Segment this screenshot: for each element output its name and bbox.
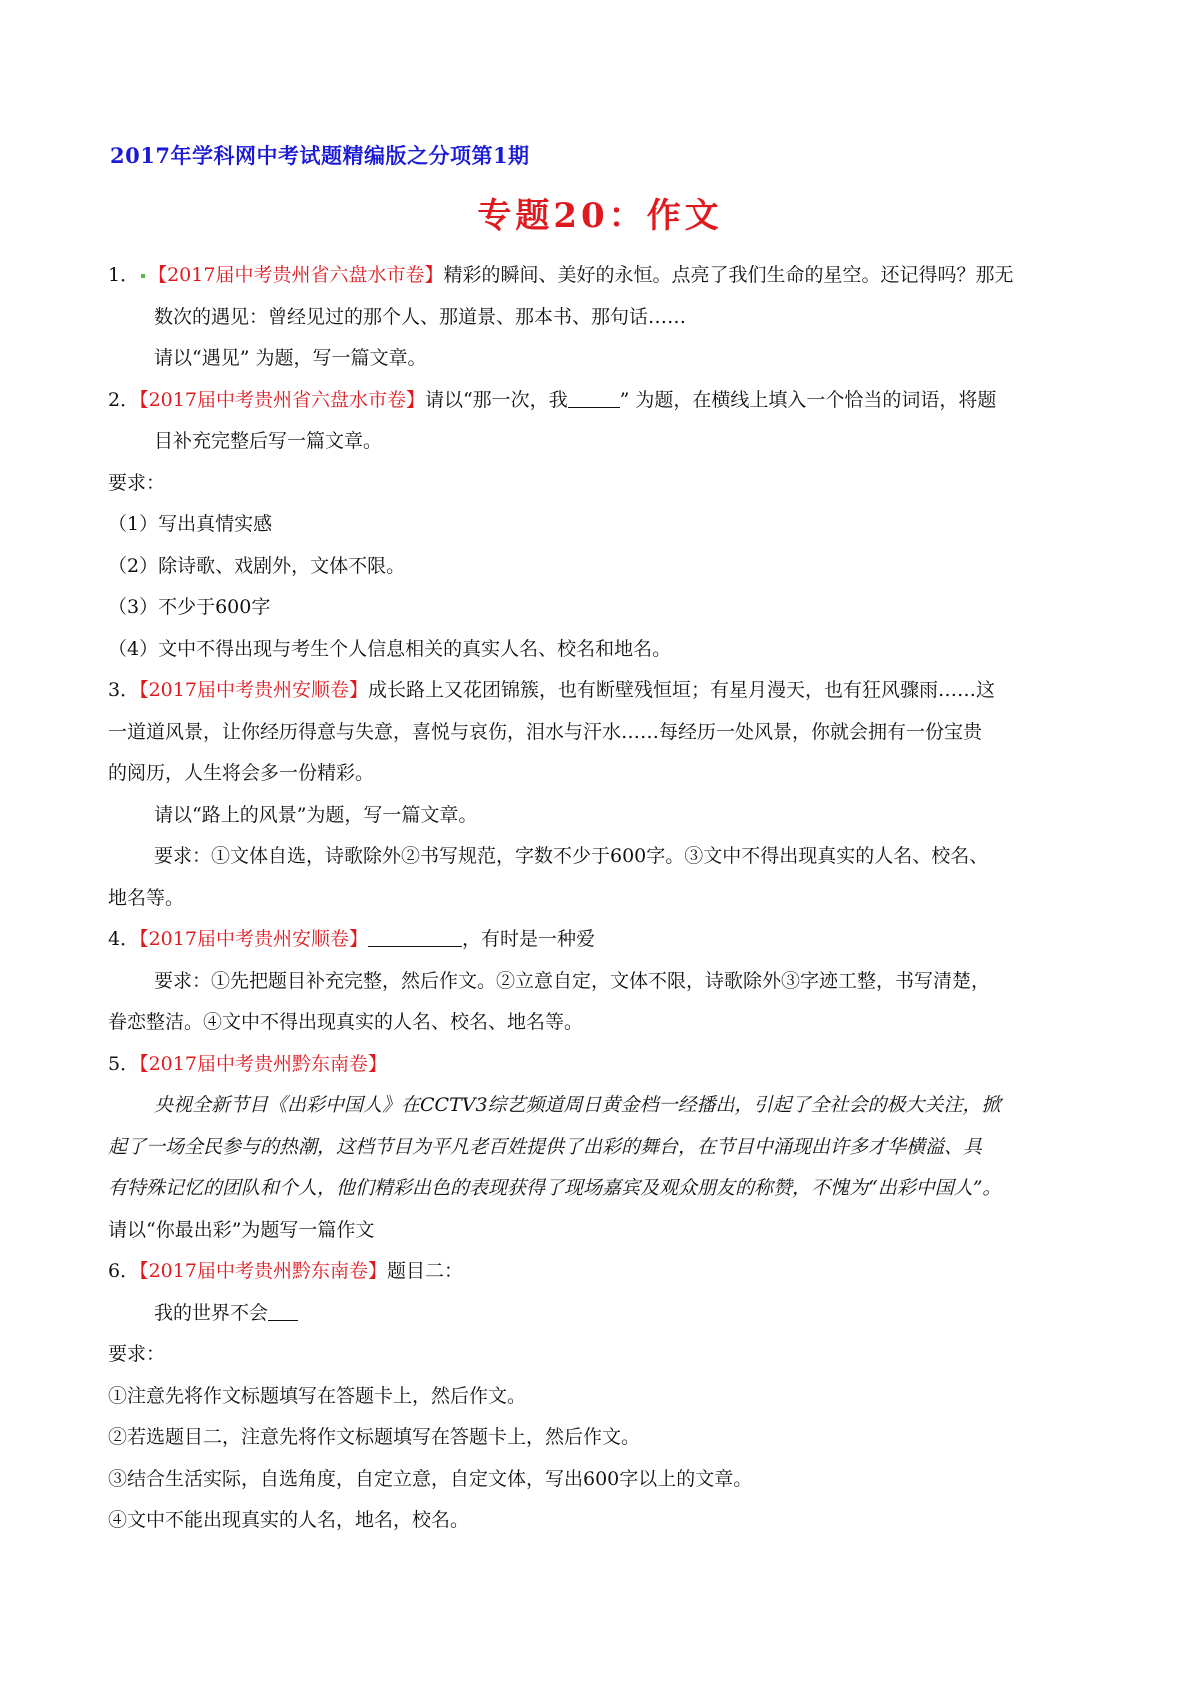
fill-blank (568, 383, 620, 408)
question-1-line-3: 请以“遇见” 为题，写一篇文章。 (154, 347, 427, 369)
question-5-line-2: 央视全新节目《出彩中国人》在CCTV3综艺频道周日黄金档一经播出，引起了全社会的极大关注，掀 (154, 1094, 1001, 1116)
question-6-line-1: 6．【2017届中考贵州黔东南卷】题目二： (108, 1260, 463, 1282)
question-6-req-1: ①注意先将作文标题填写在答题卡上，然后作文。 (108, 1384, 527, 1407)
question-3-line-5: 要求：①文体自选，诗歌除外②书写规范，字数不少于600字。③文中不得出现真实的人名、校名、 (154, 845, 989, 867)
fill-blank (268, 1296, 298, 1321)
question-2-req-1: （1）写出真情实感 (108, 513, 273, 535)
page-title: 专题20：作文 (477, 196, 723, 236)
question-5-line-4: 有特殊记忆的团队和个人，他们精彩出色的表现获得了现场嘉宾及观众朋友的称赞，不愧为“出彩中国人”。 (108, 1177, 1002, 1199)
question-4-line-1: 4．【2017届中考贵州安顺卷】 ，有时是一种爱 (108, 919, 1100, 961)
question-6-req-2: ②若选题目二，注意先将作文标题填写在答题卡上，然后作文。 (108, 1426, 641, 1448)
question-2-line-2: 目补充完整后写一篇文章。 (154, 430, 383, 452)
question-6-req-3: ③结合生活实际，自选角度，自定立意，自定文体，写出600字以上的文章。 (108, 1467, 753, 1490)
question-4-line-3: 眷恋整洁。④文中不得出现真实的人名、校名、地名等。 (108, 1011, 584, 1033)
marker-dot-icon (141, 274, 145, 278)
question-5-source: 【2017届中考贵州黔东南卷】 (139, 1052, 387, 1075)
question-5-line-1: 5．【2017届中考贵州黔东南卷】 (108, 1052, 387, 1075)
question-6-source: 【2017届中考贵州黔东南卷】 (139, 1260, 387, 1282)
question-3-line-2: 一道道风景，让你经历得意与失意，喜悦与哀伤，泪水与汗水……每经历一处风景，你就会拥有一份宝贵 (108, 720, 983, 743)
question-list (108, 255, 1100, 1542)
question-2-source: 【2017届中考贵州省六盘水市卷】 (139, 388, 425, 411)
question-3-line-1: 3．【2017届中考贵州安顺卷】成长路上又花团锦簇，也有断壁残恒垣；有星月漫天，也有狂风骤雨……这 (108, 679, 995, 701)
question-2-req-4: （4）文中不得出现与考生个人信息相关的真实人名、校名和地名。 (108, 637, 672, 660)
question-2-req-label: 要求： (108, 471, 166, 494)
question-3-line-3: 的阅历，人生将会多一份精彩。 (108, 762, 375, 784)
fill-blank (368, 922, 462, 947)
question-6-req-label: 要求： (108, 1343, 166, 1365)
question-5-line-3: 起了一场全民参与的热潮，这档节目为平凡老百姓提供了出彩的舞台，在节目中涌现出许多才华横溢、具 (108, 1135, 983, 1158)
question-6-line-2: 我的世界不会 (108, 1293, 1100, 1335)
question-3-line-4: 请以“路上的风景”为题，写一篇文章。 (154, 803, 478, 826)
question-1-line-1: 1． 【2017届中考贵州省六盘水市卷】精彩的瞬间、美好的永恒。点亮了我们生命的星空。还记得吗？那无 (108, 264, 1014, 286)
question-3-source: 【2017届中考贵州安顺卷】 (139, 679, 368, 701)
question-3-line-6: 地名等。 (108, 886, 185, 909)
question-4-source: 【2017届中考贵州安顺卷】 (139, 928, 368, 950)
question-1-source: 【2017届中考贵州省六盘水市卷】 (148, 264, 444, 286)
question-6-req-4: ④文中不能出现真实的人名，地名，校名。 (108, 1509, 470, 1531)
question-4-line-2: 要求：①先把题目补充完整，然后作文。②立意自定，文体不限，诗歌除外③字迹工整，书写清楚， (154, 969, 991, 992)
question-2-req-3: （3）不少于600字 (108, 596, 271, 618)
question-1-line-2: 数次的遇见：曾经见过的那个人、那道景、那本书、那句话…… (154, 305, 687, 328)
question-5-line-5: 请以“你最出彩”为题写一篇作文 (108, 1218, 375, 1241)
document-header: 2017年学科网中考试题精编版之分项第1期 (110, 143, 530, 168)
question-2-req-2: （2）除诗歌、戏剧外，文体不限。 (108, 554, 406, 577)
question-2-line-1: 2．【2017届中考贵州省六盘水市卷】请以“那一次，我 ” 为题，在横线上填入一个恰当的词语，将题 (108, 380, 1100, 422)
